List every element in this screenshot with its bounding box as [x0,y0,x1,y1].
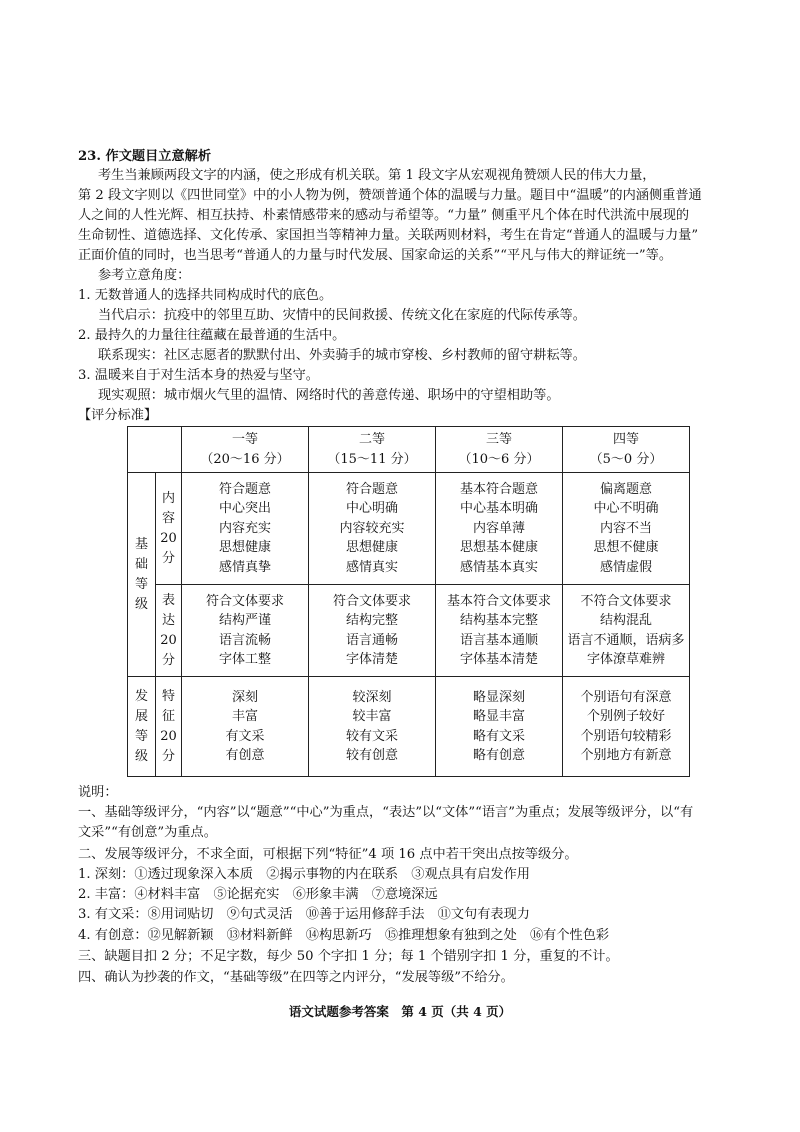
note-line: 1. 深刻：①透过现象深入本质 ②揭示事物的内在联系 ③观点具有启发作用 [78,867,530,882]
content-label: 内 容 20 分 [156,473,182,585]
note-line: 四、确认为抄袭的作文，“基础等级”在四等之内评分，“发展等级”不给分。 [78,970,514,985]
intro-line: 人之间的人性光辉、相互扶持、朴素情感带来的感动与希望等。“力量” 侧重平凡个体在时代洪流中展现的 [78,208,690,223]
feature-cell: 较深刻 较丰富 较有文采 较有创意 [309,677,436,777]
development-level-label: 发 展 等 级 [128,677,156,777]
expression-row [128,585,690,677]
page-footer: 语文试题参考答案 第 4 页（共 4 页） [288,1004,512,1019]
grade-header: 二等 （15～11 分） [309,427,436,473]
angle-point: 3. 温暖来自于对生活本身的热爱与坚守。 [78,368,319,383]
feature-label: 特 征 20 分 [156,677,182,777]
grade-header: 四等 （5～0 分） [563,427,690,473]
content-cell: 符合题意 中心突出 内容充实 思想健康 感情真挚 [182,473,309,585]
scoring-table [127,426,690,777]
intro-line: 第 2 段文字则以《四世同堂》中的小人物为例，赞颂普通个体的温暖与力量。题目中“温暖”的内涵侧重普通 [78,188,702,203]
note-line: 一、基础等级评分，“内容”以“题意”“中心”为重点，“表达”以“文体”“语言”为重点；发展等级评分，以“有 [78,805,694,820]
angle-point: 1. 无数普通人的选择共同构成时代的底色。 [78,288,333,303]
grade-header-row [128,427,690,473]
content-cell: 偏离题意 中心不明确 内容不当 思想不健康 感情虚假 [563,473,690,585]
corner-cell [128,427,182,473]
notes-title: 说明： [78,785,118,800]
angle-detail: 当代启示：抗疫中的邻里互助、灾情中的民间救援、传统文化在家庭的代际传承等。 [98,308,586,323]
content-cell: 符合题意 中心明确 内容较充实 思想健康 感情真实 [309,473,436,585]
expression-cell: 不符合文体要求 结构混乱 语言不通顺，语病多 字体潦草难辨 [563,585,690,677]
note-line: 二、发展等级评分，不求全面，可根据下列“特征”4 项 16 点中若干突出点按等级分。 [78,847,578,862]
angle-detail: 联系现实：社区志愿者的默默付出、外卖骑手的城市穿梭、乡村教师的留守耕耘等。 [98,348,586,363]
content-row [128,473,690,585]
standard-title: 【评分标准】 [78,408,158,423]
basic-level-label: 基 础 等 级 [128,473,156,677]
intro-line: 正面价值的同时，也当思考“普通人的力量与时代发展、国家命运的关系”“平凡与伟大的辩证统一”等。 [78,248,673,263]
intro-line: 考生当兼顾两段文字的内涵，使之形成有机关联。第 1 段文字从宏观视角赞颂人民的伟大力量， [98,168,656,183]
note-line: 4. 有创意：⑫见解新颖 ⑬材料新鲜 ⑭构思新巧 ⑮推理想象有独到之处 ⑯有个性色彩 [78,928,610,943]
angle-point: 2. 最持久的力量往往蕴藏在最普通的生活中。 [78,328,346,343]
note-line: 文采”“有创意”为重点。 [78,825,217,840]
note-line: 2. 丰富：④材料丰富 ⑤论据充实 ⑥形象丰满 ⑦意境深远 [78,887,438,902]
question-heading: 23. 作文题目立意解析 [78,149,212,164]
intro-line: 生命韧性、道德选择、文化传承、家国担当等精神力量。关联两则材料，考生在肯定“普通人的温暖与力量” [78,228,699,243]
note-line: 3. 有文采：⑧用词贴切 ⑨句式灵活 ⑩善于运用修辞手法 ⑪文句有表现力 [78,907,530,922]
angle-detail: 现实观照：城市烟火气里的温情、网络时代的善意传递、职场中的守望相助等。 [98,388,560,403]
expression-label: 表 达 20 分 [156,585,182,677]
grade-header: 一等 （20～16 分） [182,427,309,473]
expression-cell: 基本符合文体要求 结构基本完整 语言基本通顺 字体基本清楚 [436,585,563,677]
feature-cell: 略显深刻 略显丰富 略有文采 略有创意 [436,677,563,777]
feature-cell: 深刻 丰富 有文采 有创意 [182,677,309,777]
grade-header: 三等 （10～6 分） [436,427,563,473]
angle-title: 参考立意角度： [98,268,191,283]
expression-cell: 符合文体要求 结构严谨 语言流畅 字体工整 [182,585,309,677]
content-cell: 基本符合题意 中心基本明确 内容单薄 思想基本健康 感情基本真实 [436,473,563,585]
note-line: 三、缺题目扣 2 分；不足字数，每少 50 个字扣 1 分；每 1 个错别字扣 1 分，重复的不计。 [78,949,619,964]
feature-row [128,677,690,777]
feature-cell: 个别语句有深意 个别例子较好 个别语句较精彩 个别地方有新意 [563,677,690,777]
expression-cell: 符合文体要求 结构完整 语言通畅 字体清楚 [309,585,436,677]
